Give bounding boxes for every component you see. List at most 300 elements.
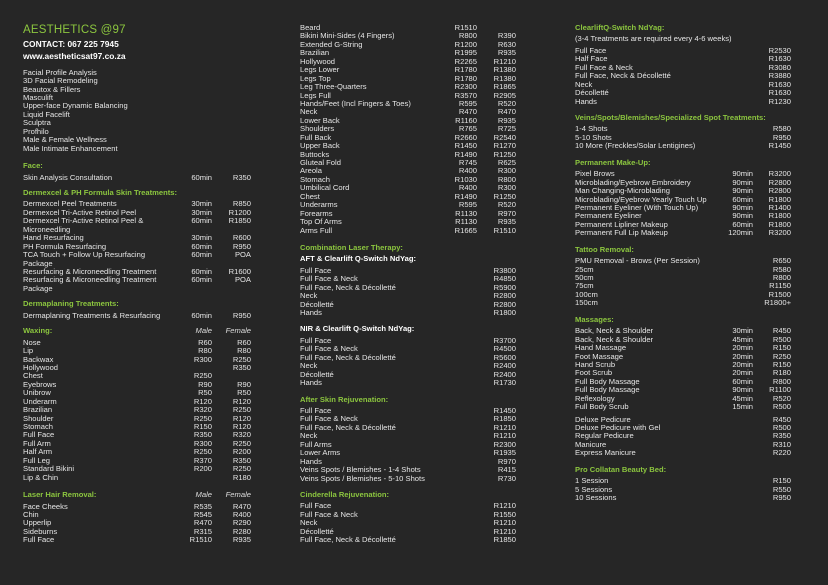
female-price: R390 (497, 31, 516, 41)
item-time: 45min (732, 393, 753, 403)
price-row (23, 312, 253, 320)
cinderella-list (300, 502, 530, 544)
item-price: R150 (772, 343, 791, 353)
item-price: R850 (232, 199, 251, 209)
item-name: Neck (300, 431, 318, 441)
item-name: Hand Scrub (575, 359, 616, 369)
item-name: Standard Bikini (23, 464, 75, 474)
male-price: R300 (193, 354, 212, 364)
item-price: R650 (772, 256, 791, 266)
female-label: Female (225, 490, 251, 500)
item-name: Full Face (575, 45, 607, 55)
item-name: Manicure (575, 439, 607, 449)
price-row (575, 299, 805, 307)
intro-service: Facial Profile Analysis (23, 67, 97, 77)
subsection-title: AFT & Clearlift Q-Switch NdYag: (300, 254, 417, 264)
female-price: R935 (497, 115, 516, 125)
item-name: Hollywood (300, 56, 336, 66)
female-price: R80 (237, 346, 251, 356)
male-price: R1130 (455, 217, 477, 227)
item-time: 90min (732, 169, 753, 179)
price-row (23, 511, 253, 519)
item-price: R1800 (768, 219, 791, 229)
nir-list (300, 337, 530, 388)
item-name: Leg Three-Quarters (300, 82, 367, 92)
item-price: R580 (772, 264, 791, 274)
item-price: R1730 (493, 378, 516, 388)
item-time: 120min (728, 228, 753, 238)
item-name: Lower Arms (300, 448, 341, 458)
male-price: R2300 (454, 82, 477, 92)
item-price: R1800 (768, 194, 791, 204)
female-price: R2905 (493, 90, 516, 100)
price-row (300, 117, 530, 125)
female-price: R250 (232, 464, 251, 474)
intro-services-list (23, 69, 253, 154)
item-name: Full Face & Neck (300, 414, 358, 424)
item-name: 50cm (575, 273, 594, 283)
intro-service: Masculift (23, 92, 53, 102)
price-row (300, 159, 530, 167)
item-price: R1400 (768, 202, 791, 212)
column-1 (23, 0, 253, 545)
male-price: R400 (458, 166, 477, 176)
item-name: Hand Massage (575, 343, 627, 353)
price-row (300, 41, 530, 49)
male-price: R1780 (454, 65, 477, 75)
male-label: Male (195, 490, 212, 500)
item-time: 90min (732, 211, 753, 221)
male-price: R60 (198, 337, 212, 347)
item-name: Legs Lower (300, 65, 340, 75)
price-row (23, 364, 253, 372)
section-title: Tattoo Removal: (575, 244, 634, 254)
female-price: R935 (232, 535, 251, 545)
price-row (300, 227, 530, 235)
item-name: Permanent Eyeliner (575, 211, 642, 221)
price-row (575, 494, 805, 502)
item-name: Reflexology (575, 393, 615, 403)
item-name: Legs Full (300, 90, 331, 100)
item-price: R730 (497, 473, 516, 483)
item-price: R450 (772, 414, 791, 424)
item-name: Full Body Massage (575, 376, 640, 386)
item-price: R1630 (768, 88, 791, 98)
male-price: R370 (193, 455, 212, 465)
price-row (23, 381, 253, 389)
item-price: POA (234, 250, 251, 260)
item-price: R2800 (768, 177, 791, 187)
item-price: R550 (772, 484, 791, 494)
item-name: Full Face, Neck & Décolletté (575, 71, 671, 81)
item-time: 20min (732, 343, 753, 353)
item-name: Hands (300, 378, 322, 388)
price-row (23, 217, 253, 234)
item-name: Décolletté (575, 88, 609, 98)
item-time: 90min (732, 177, 753, 187)
item-price: R500 (772, 402, 791, 412)
item-price: R2800 (493, 299, 516, 309)
item-price: R3080 (768, 62, 791, 72)
item-name: Man Changing-Microblading (575, 186, 670, 196)
website-link[interactable]: www.aestheticsat97.co.za (23, 51, 126, 62)
item-price: R2300 (493, 439, 516, 449)
laser-hair-list (23, 503, 253, 545)
item-price: R4500 (493, 344, 516, 354)
item-price: R310 (772, 439, 791, 449)
item-name: Half Arm (23, 447, 53, 457)
item-name: Buttocks (300, 149, 330, 159)
male-price: R535 (193, 501, 212, 511)
item-name: Arms Full (300, 225, 333, 235)
item-name: Full Face & Neck (300, 344, 358, 354)
item-name: 1-4 Shots (575, 124, 608, 134)
section-dermaplaning (23, 300, 253, 320)
item-time: 60min (191, 267, 212, 276)
item-name: Veins Spots / Blemishes - 5-10 Shots (300, 473, 425, 483)
female-price: R470 (497, 107, 516, 117)
item-name: Full Face (23, 535, 55, 545)
price-row (300, 449, 530, 457)
price-row (300, 167, 530, 175)
section-title: Veins/Spots/Blemishes/Specialized Spot Treatments: (575, 112, 766, 122)
item-price: R2800 (493, 291, 516, 301)
section-title: ClearliftQ-Switch NdYag: (575, 23, 665, 32)
item-name: Full Arm (23, 438, 51, 448)
item-price: R350 (772, 431, 791, 441)
male-price: R250 (193, 371, 212, 381)
female-price: R90 (237, 379, 251, 389)
section-title: Massages: (575, 314, 614, 324)
female-price: R800 (497, 174, 516, 184)
intro-service: Upper-face Dynamic Balancing (23, 101, 128, 111)
female-price: R290 (232, 518, 251, 528)
item-name: Nose (23, 337, 41, 347)
male-price: R470 (193, 518, 212, 528)
price-row (23, 339, 253, 347)
male-price: R595 (458, 200, 477, 210)
item-time: 60min (191, 216, 212, 226)
item-name: Lower Back (300, 115, 340, 125)
item-name: Full Face, Neck & Décolletté (300, 352, 396, 362)
veins-list (575, 125, 805, 150)
item-price: R1630 (768, 54, 791, 64)
intro-service: 3D Facial Remodeling (23, 76, 98, 86)
item-price: R3880 (768, 71, 791, 81)
item-name: Hands (300, 456, 322, 466)
item-time: 60min (191, 310, 212, 320)
item-price: R580 (772, 124, 791, 134)
male-price: R745 (458, 158, 477, 167)
price-row (23, 347, 253, 355)
item-price: R5600 (493, 352, 516, 362)
male-price: R1490 (454, 191, 477, 201)
section-face (23, 162, 253, 182)
female-price: R1250 (493, 149, 516, 159)
item-price: R950 (232, 310, 251, 320)
price-row (23, 276, 253, 293)
price-row (300, 379, 530, 387)
brand-name: AESTHETICS @97 (23, 24, 126, 36)
item-name: PH Formula Resurfacing (23, 241, 107, 251)
item-name: Hands/Feet (Incl Fingers & Toes) (300, 98, 411, 108)
item-name: Backwax (23, 354, 54, 364)
item-price: R1100 (769, 385, 791, 395)
item-price: R1935 (493, 448, 516, 458)
item-name: Full Face (300, 501, 332, 511)
female-price: R935 (497, 48, 516, 58)
item-price: R1210 (493, 431, 516, 441)
item-price: R600 (232, 233, 251, 243)
price-row (575, 432, 805, 440)
item-time: 60min (191, 250, 212, 260)
price-row (575, 257, 805, 265)
section-laser-hair (23, 491, 253, 545)
item-name: 25cm (575, 264, 594, 274)
price-row (575, 449, 805, 457)
female-price: R120 (232, 413, 251, 423)
section-clearlift (575, 24, 805, 106)
item-name: Full Arms (300, 439, 332, 449)
item-price: R220 (772, 448, 791, 458)
male-price: R320 (193, 405, 212, 415)
pmu-list (575, 170, 805, 238)
item-name: Express Manicure (575, 448, 636, 458)
collatan-list (575, 477, 805, 502)
item-name: Foot Massage (575, 351, 624, 361)
section-tattoo (575, 246, 805, 308)
item-price: R1630 (768, 79, 791, 89)
item-name: Full Face (300, 265, 332, 275)
male-price: R765 (458, 124, 477, 134)
item-name: PMU Removal - Brows (Per Session) (575, 256, 700, 266)
item-price: R415 (497, 465, 516, 475)
female-price: R2540 (493, 132, 516, 142)
aft-list (300, 267, 530, 318)
laser-hair-list-continued (300, 24, 530, 235)
price-row (23, 440, 253, 448)
after-skin-list (300, 407, 530, 483)
price-row (23, 474, 253, 482)
item-time: 30min (191, 207, 212, 217)
item-name: Brazilian (23, 405, 53, 415)
price-row (23, 503, 253, 511)
female-price: R120 (232, 396, 251, 406)
female-price: R250 (232, 405, 251, 415)
item-name: Brazilian (300, 48, 330, 58)
item-name: 5-10 Shots (575, 132, 612, 142)
male-price: R1130 (455, 208, 477, 218)
massage-list (575, 327, 805, 411)
intro-service: Sculptra (23, 118, 51, 128)
female-label: Female (225, 326, 251, 336)
item-name: 1 Session (575, 476, 609, 486)
male-price: R350 (193, 430, 212, 440)
item-price: R4850 (493, 274, 516, 284)
male-price: R1510 (189, 535, 212, 545)
item-name: Resurfacing & Microneedling Treatment Package (23, 275, 157, 293)
male-price: R1450 (454, 141, 477, 151)
item-time: 60min (732, 376, 753, 386)
section-dermexcel (23, 189, 253, 293)
female-price: R300 (497, 183, 516, 193)
item-price: R1500 (768, 289, 791, 299)
female-price: R1380 (493, 73, 516, 83)
section-header-row (23, 327, 253, 335)
item-price: R2800 (768, 186, 791, 196)
male-price: R1490 (454, 149, 477, 159)
female-price: R970 (497, 208, 516, 218)
item-price: R1800+ (764, 298, 791, 308)
item-price: R1450 (768, 141, 791, 151)
female-price: R280 (232, 526, 251, 536)
section-title: Pro Collatan Beauty Bed: (575, 464, 667, 474)
price-row (23, 519, 253, 527)
item-price: POA (234, 275, 251, 285)
item-price: R2530 (768, 45, 791, 55)
section-title: Dermexcel & PH Formula Skin Treatments: (23, 188, 178, 198)
item-name: 100cm (575, 289, 598, 299)
item-name: Chest (300, 191, 320, 201)
item-price: R2400 (493, 369, 516, 379)
item-time: 60min (191, 275, 212, 285)
male-price: R1665 (454, 225, 477, 235)
item-name: Full Face & Neck (575, 62, 633, 72)
item-name: Full Face (300, 406, 332, 415)
male-price: R200 (193, 464, 212, 474)
section-title: Cinderella Rejuvenation: (300, 489, 390, 499)
female-price: R50 (237, 388, 251, 398)
female-price: R60 (237, 337, 251, 347)
item-price: R950 (772, 132, 791, 142)
intro-service: Profhilo (23, 126, 49, 136)
intro-service: Male & Female Wellness (23, 135, 107, 145)
item-price: R1550 (493, 509, 516, 519)
item-price: R3200 (768, 169, 791, 179)
waxing-list (23, 339, 253, 482)
female-price: R400 (232, 509, 251, 519)
item-name: Skin Analysis Consultation (23, 172, 113, 182)
price-row (23, 431, 253, 439)
female-price: R1210 (493, 56, 516, 66)
item-name: TCA Touch + Follow Up Resurfacing Package (23, 250, 146, 268)
price-row (23, 528, 253, 536)
item-name: Microblading/Eyebrow Yearly Touch Up (575, 194, 707, 204)
item-name: Regular Pedicure (575, 431, 634, 441)
price-row (23, 406, 253, 414)
item-time: 60min (732, 219, 753, 229)
item-price: R1450 (493, 406, 516, 415)
female-price: R320 (232, 430, 251, 440)
intro-service: Beautox & Fillers (23, 84, 81, 94)
item-name: Permanent Lipliner Makeup (575, 219, 668, 229)
item-price: R450 (772, 326, 791, 336)
female-price: R1510 (493, 225, 516, 235)
price-row (575, 98, 805, 106)
female-price: R725 (497, 124, 516, 134)
item-name: Décolletté (300, 526, 334, 536)
item-name: Permanent Full Lip Makeup (575, 228, 668, 238)
item-price: R1210 (493, 501, 516, 511)
male-price: R150 (193, 422, 212, 432)
female-price: R470 (232, 501, 251, 511)
item-price: R350 (232, 172, 251, 182)
section-title: After Skin Rejuvenation: (300, 394, 389, 404)
item-name: Deluxe Pedicure (575, 414, 631, 424)
price-row (23, 415, 253, 423)
female-price: R1865 (493, 82, 516, 92)
item-price: R3800 (493, 265, 516, 275)
price-row (300, 201, 530, 209)
item-name: Eyebrows (23, 379, 57, 389)
item-name: Full Face (23, 430, 55, 440)
column-2 (300, 0, 530, 545)
item-name: Sideburns (23, 526, 58, 536)
item-name: Upperlip (23, 518, 52, 528)
item-name: Forearms (300, 208, 333, 218)
male-price: R250 (193, 447, 212, 457)
price-row (300, 475, 530, 483)
item-name: Neck (300, 107, 318, 117)
male-price: R120 (193, 396, 212, 406)
item-price: R1210 (493, 518, 516, 528)
item-price: R970 (497, 456, 516, 466)
item-name: 10 Sessions (575, 493, 617, 503)
price-row (575, 142, 805, 150)
item-name: Shoulders (300, 124, 335, 134)
item-price: R1200 (228, 207, 251, 217)
price-row (575, 266, 805, 274)
male-price: R800 (458, 31, 477, 41)
section-header-row (23, 491, 253, 499)
item-price: R1800 (768, 211, 791, 221)
section-collatan (575, 466, 805, 503)
male-price: R1510 (454, 23, 477, 32)
item-name: Lip (23, 346, 34, 356)
male-price: R1200 (454, 39, 477, 49)
item-name: Hands (575, 96, 597, 106)
item-name: 10 More (Freckles/Solar Lentigines) (575, 141, 696, 151)
item-name: Dermexcel Tri-Active Retinol Peel (23, 207, 137, 217)
item-time: 90min (732, 385, 753, 395)
male-price: R80 (198, 346, 212, 356)
female-price: R1250 (493, 191, 516, 201)
clearlift-list (575, 47, 805, 106)
male-price: R470 (458, 107, 477, 117)
section-title: Face: (23, 161, 43, 171)
tattoo-list (575, 257, 805, 308)
male-price: R400 (458, 183, 477, 193)
female-price: R1270 (493, 141, 516, 151)
item-time: 90min (732, 186, 753, 196)
item-name: Full Back (300, 132, 332, 142)
item-time: 15min (732, 402, 753, 412)
item-name: Hollywood (23, 362, 59, 372)
item-price: R1210 (493, 526, 516, 536)
item-name: Décolletté (300, 299, 334, 309)
price-row (575, 229, 805, 237)
item-name: Full Body Massage (575, 385, 640, 395)
item-name: Dermexcel Tri-Active Retinol Peel & Microneedling (23, 216, 144, 234)
section-waxing (23, 327, 253, 482)
item-name: Neck (300, 518, 318, 528)
item-name: 75cm (575, 281, 594, 291)
item-name: Face Cheeks (23, 501, 68, 511)
section-combination-laser (300, 244, 530, 388)
price-row (23, 536, 253, 544)
item-price: R1150 (769, 281, 791, 291)
price-row (300, 309, 530, 317)
